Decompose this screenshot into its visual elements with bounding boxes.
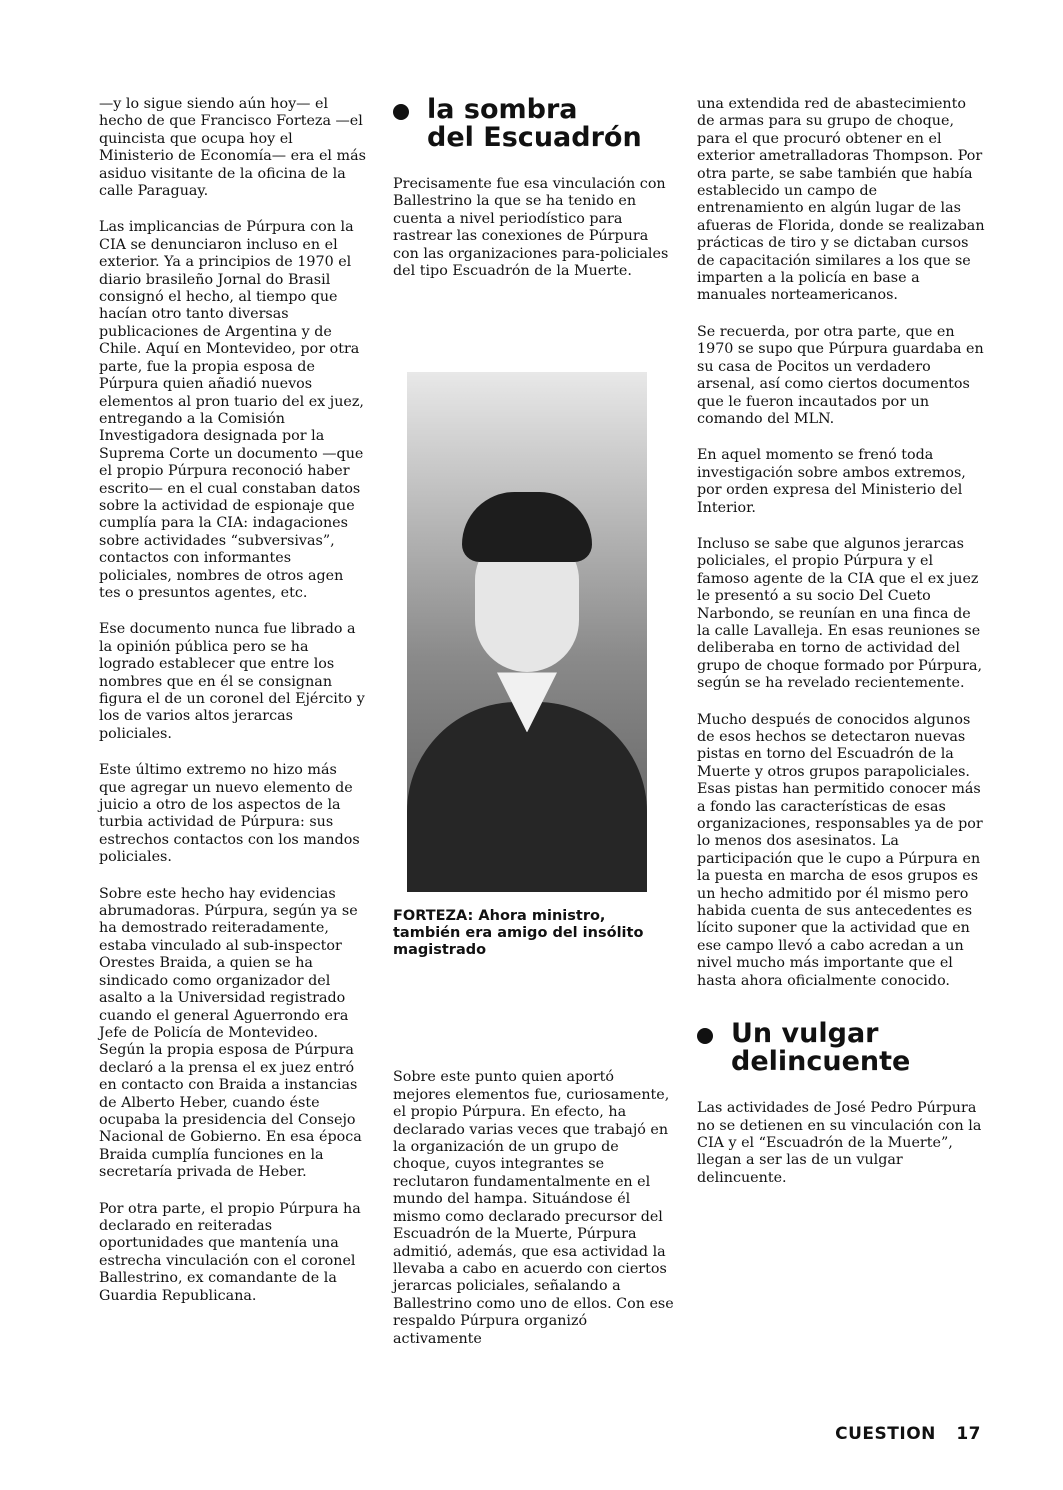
paragraph: Mucho después de conocidos algunos de esos hechos se detectaron nuevas pistas en torno del Escuadrón de la Muerte y otros grupos parapoliciales. Esas pistas han permitido conocer más a fondo las características de esas organizaciones, responsables ya de por lo menos dos asesinatos. La participación que le cupo a Púrpura en la puesta en marcha de esos grupos es un hecho admitido por él mismo pero habida cuenta de sus antecedentes es lícito suponer que la actividad que en ese campo llevó a cabo acredan a un nivel mucho más importante que el hasta ahora oficialmente conocido. <box>697 711 983 989</box>
section-heading-sombra <box>393 96 675 152</box>
column-3 <box>697 96 986 1187</box>
paragraph: Las implicancias de Púrpura con la CIA se denunciaron incluso en el exterior. Ya a principios de 1970 el diario brasileño Jornal do Brasil consignó el hecho, al tiempo que hacían otro tanto diversas publicaciones de Argentina y de Chile. Aquí en Montevideo, por otra parte, fue la propia esposa de Púrpura quien añadió nuevos elementos al pron tuario del ex juez, entregando a la Comisión Investigadora designada por la Suprema Corte un documento —que el propio Púrpura reconoció haber escrito— en el cual constaban datos sobre la actividad de espionaje que cumplía para la CIA: indagaciones sobre actividades “subversivas”, contactos con informantes policiales, nombres de otros agen tes o presuntos agentes, etc. <box>99 219 364 601</box>
page-number: 17 <box>956 1424 981 1444</box>
section-heading-delincuente <box>697 1020 986 1076</box>
paragraph: Incluso se sabe que algunos jerarcas policiales, el propio Púrpura y el famoso agente de la CIA que el ex juez le presentó a su socio Del Cueto Narbondo, se reunían en una finca de la calle Lavalleja. En esas reuniones se deliberaba en torno de actividad del grupo de choque formado por Púrpura, según se ha revelado recientemente. <box>697 535 983 692</box>
paragraph: En aquel momento se frenó toda investigación sobre ambos extremos, por orden expresa del Ministerio del Interior. <box>697 447 966 516</box>
paragraph: Sobre este hecho hay evidencias abrumadoras. Púrpura, según ya se ha demostrado reiteradamente, estaba vinculado al sub-inspector Orestes Braida, a quien se ha sindicado como organizador del asalto a la Universidad registrado cuando el general Aguerrondo era Jefe de Policía de Montevideo. Según la propia esposa de Púrpura declaró a la prensa el ex juez entró en contacto con Braida a instancias de Alberto Heber, cuando éste ocupaba la presidencia del Consejo Nacional de Gobierno. En esa época Braida cumplía funciones en la secretaría privada de Heber. <box>99 885 362 1181</box>
paragraph: Las actividades de José Pedro Púrpura no se detienen en su vinculación con la CIA y el “Escuadrón de la Muerte”, llegan a ser las de un vulgar delincuente. <box>697 1100 982 1186</box>
heading-line: delincuente <box>731 1046 911 1078</box>
paragraph: Este último extremo no hizo más que agregar un nuevo elemento de juicio a otro de los aspectos de la turbia actividad de Púrpura: sus estrechos contactos con los mandos policiales. <box>99 762 360 866</box>
column-1 <box>99 96 367 1305</box>
bullet-icon <box>697 1028 713 1044</box>
paragraph: Ese documento nunca fue librado a la opinión pública pero se ha logrado establecer que entre los nombres que en él se consignan figura el de un coronel del Ejército y los de varios altos jerarcas policiales. <box>99 621 365 742</box>
heading-line: Un vulgar <box>731 1018 879 1050</box>
heading-line: la sombra <box>427 94 578 125</box>
page-footer <box>835 1424 981 1444</box>
column-2 <box>393 96 675 1348</box>
paragraph: —y lo sigue siendo aún hoy— el hecho de que Francisco Forteza —el quincista que ocupa hoy el Ministerio de Economía— era el más asiduo visitante de la oficina de la calle Paraguay. <box>99 96 366 200</box>
magazine-name: CUESTION <box>835 1424 936 1444</box>
paragraph: Se recuerda, por otra parte, que en 1970 se supo que Púrpura guardaba en su casa de Pocitos un verdadero arsenal, así como ciertos documentos que le fueron incautados por un comando del MLN. <box>697 323 984 427</box>
heading-line: del Escuadrón <box>427 122 642 153</box>
photo-caption: FORTEZA: Ahora ministro, también era amigo del insólito magistrado <box>393 908 644 959</box>
paragraph: Precisamente fue esa vinculación con Ballestrino la que se ha tenido en cuenta a nivel periodístico para rastrear las conexiones de Púrpura con las organizaciones para-policiales del tipo Escuadrón de la Muerte. <box>393 176 669 280</box>
portrait-photo <box>407 372 647 892</box>
bullet-icon <box>393 104 409 120</box>
paragraph: Sobre este punto quien aportó mejores elementos fue, curiosamente, el propio Púrpura. En efecto, ha declarado varias veces que trabajó en la organización de un grupo de choque, cuyos integrantes se reclutaron fundamentalmente en el mundo del hampa. Situándose él mismo como declarado precursor del Escuadrón de la Muerte, Púrpura admitió, además, que esa actividad la llevaba a cabo en acuerdo con ciertos jerarcas policiales, señalando a Ballestrino como uno de ellos. Con ese respaldo Púrpura organizó activamente <box>393 1069 674 1347</box>
paragraph: Por otra parte, el propio Púrpura ha declarado en reiteradas oportunidades que mantenía una estrecha vinculación con el coronel Ballestrino, ex comandante de la Guardia Republicana. <box>99 1200 361 1304</box>
paragraph: una extendida red de abastecimiento de armas para su grupo de choque, para el que procuró obtener en el exterior ametralladoras Thompson. Por otra parte, se sabe también que había establecido un campo de entrenamiento en algún lugar de las afueras de Florida, donde se realizaban prácticas de tiro y se dictaban cursos de capacitación similares a los que se imparten a la policía en base a manuales norteamericanos. <box>697 96 985 304</box>
photo-hair <box>462 492 592 562</box>
